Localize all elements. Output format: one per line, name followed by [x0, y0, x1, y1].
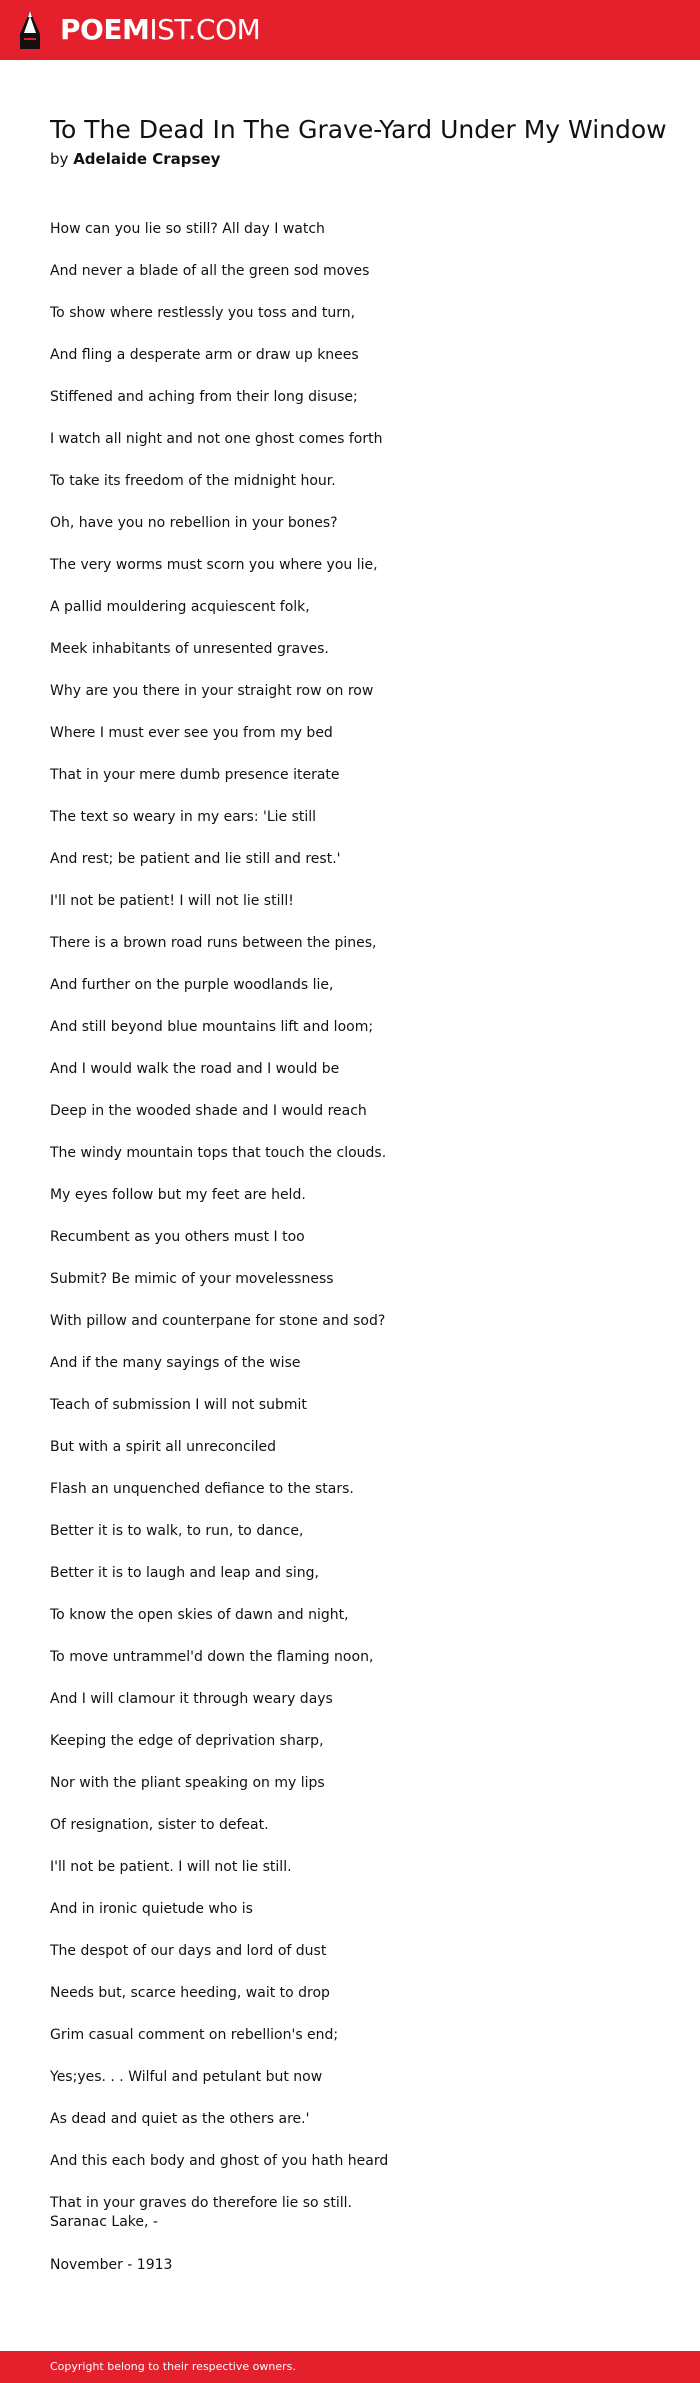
poem-place: Saranac Lake, -	[50, 2214, 158, 2230]
poem-line: There is a brown road runs between the pines,	[50, 935, 377, 951]
poem-line: A pallid mouldering acquiescent folk,	[50, 599, 310, 615]
poem-byline	[50, 148, 220, 170]
poem-line: The despot of our days and lord of dust	[50, 1943, 327, 1959]
poem-line: The windy mountain tops that touch the clouds.	[50, 1145, 387, 1161]
poem-line: Recumbent as you others must I too	[50, 1229, 305, 1245]
poem-line: To move untrammel'd down the flaming noon,	[50, 1649, 374, 1665]
poem-line: Keeping the edge of deprivation sharp,	[50, 1733, 324, 1749]
poem-line: And still beyond blue mountains lift and loom;	[50, 1019, 374, 1035]
poem-line: I watch all night and not one ghost comes forth	[50, 431, 383, 447]
poem-line: Stiffened and aching from their long disuse;	[50, 389, 358, 405]
site-header	[0, 0, 700, 60]
poem-line: Flash an unquenched defiance to the stars.	[50, 1481, 354, 1497]
poem-line: That in your graves do therefore lie so still.	[50, 2195, 352, 2211]
poem-line: That in your mere dumb presence iterate	[50, 767, 340, 783]
poem-line: To take its freedom of the midnight hour.	[50, 473, 336, 489]
poem-line: Why are you there in your straight row on row	[50, 683, 374, 699]
poem-line: And I would walk the road and I would be	[50, 1061, 340, 1077]
poem-line: Where I must ever see you from my bed	[50, 725, 333, 741]
poem-line: Better it is to laugh and leap and sing,	[50, 1565, 319, 1581]
poem-body	[50, 218, 650, 2214]
poem-line: Better it is to walk, to run, to dance,	[50, 1523, 304, 1539]
poem-line: But with a spirit all unreconciled	[50, 1439, 276, 1455]
poem-line: My eyes follow but my feet are held.	[50, 1187, 306, 1203]
poem-line: How can you lie so still? All day I watch	[50, 221, 325, 237]
logo-wordmark-light: IST.COM	[149, 13, 261, 46]
poem-line: Teach of submission I will not submit	[50, 1397, 307, 1413]
poem-line: To know the open skies of dawn and night,	[50, 1607, 349, 1623]
byline-prefix: by	[50, 150, 69, 168]
author-name[interactable]: Adelaide Crapsey	[73, 150, 221, 168]
poem-line: Meek inhabitants of unresented graves.	[50, 641, 329, 657]
logo-wordmark-bold: POEM	[60, 13, 150, 46]
poem-line: Yes;yes. . . Wilful and petulant but now	[50, 2069, 323, 2085]
poem-line: And rest; be patient and lie still and rest.'	[50, 851, 341, 867]
poem-line: Deep in the wooded shade and I would reach	[50, 1103, 367, 1119]
pen-nib-icon	[18, 10, 42, 50]
poem-title: To The Dead In The Grave-Yard Under My Window	[50, 115, 667, 144]
poem-line: To show where restlessly you toss and turn,	[50, 305, 356, 321]
poem-line: The text so weary in my ears: 'Lie still	[50, 809, 317, 825]
poem-line: Submit? Be mimic of your movelessness	[50, 1271, 334, 1287]
poem-line: And if the many sayings of the wise	[50, 1355, 301, 1371]
logo-wordmark	[60, 10, 260, 50]
copyright-notice: Copyright belong to their respective owners.	[50, 2360, 296, 2373]
poem-line: With pillow and counterpane for stone and sod?	[50, 1313, 386, 1329]
poem-line: As dead and quiet as the others are.'	[50, 2111, 310, 2127]
poem-line: Oh, have you no rebellion in your bones?	[50, 515, 338, 531]
poem-line: Needs but, scarce heeding, wait to drop	[50, 1985, 330, 2001]
poem-line: The very worms must scorn you where you lie,	[50, 557, 378, 573]
poem-line: And never a blade of all the green sod moves	[50, 263, 370, 279]
poem-line: And I will clamour it through weary days	[50, 1691, 333, 1707]
poem-line: Of resignation, sister to defeat.	[50, 1817, 269, 1833]
poem-line: And fling a desperate arm or draw up knees	[50, 347, 359, 363]
poem-line: Grim casual comment on rebellion's end;	[50, 2027, 339, 2043]
poem-line: I'll not be patient. I will not lie still.	[50, 1859, 292, 1875]
poem-line: And in ironic quietude who is	[50, 1901, 253, 1917]
poem-line: I'll not be patient! I will not lie still!	[50, 893, 294, 909]
site-footer	[0, 2351, 700, 2383]
poem-line: And further on the purple woodlands lie,	[50, 977, 334, 993]
site-logo[interactable]	[18, 10, 260, 50]
poem-line: And this each body and ghost of you hath heard	[50, 2153, 389, 2169]
poem-line: Nor with the pliant speaking on my lips	[50, 1775, 325, 1791]
poem-date: November - 1913	[50, 2257, 173, 2273]
